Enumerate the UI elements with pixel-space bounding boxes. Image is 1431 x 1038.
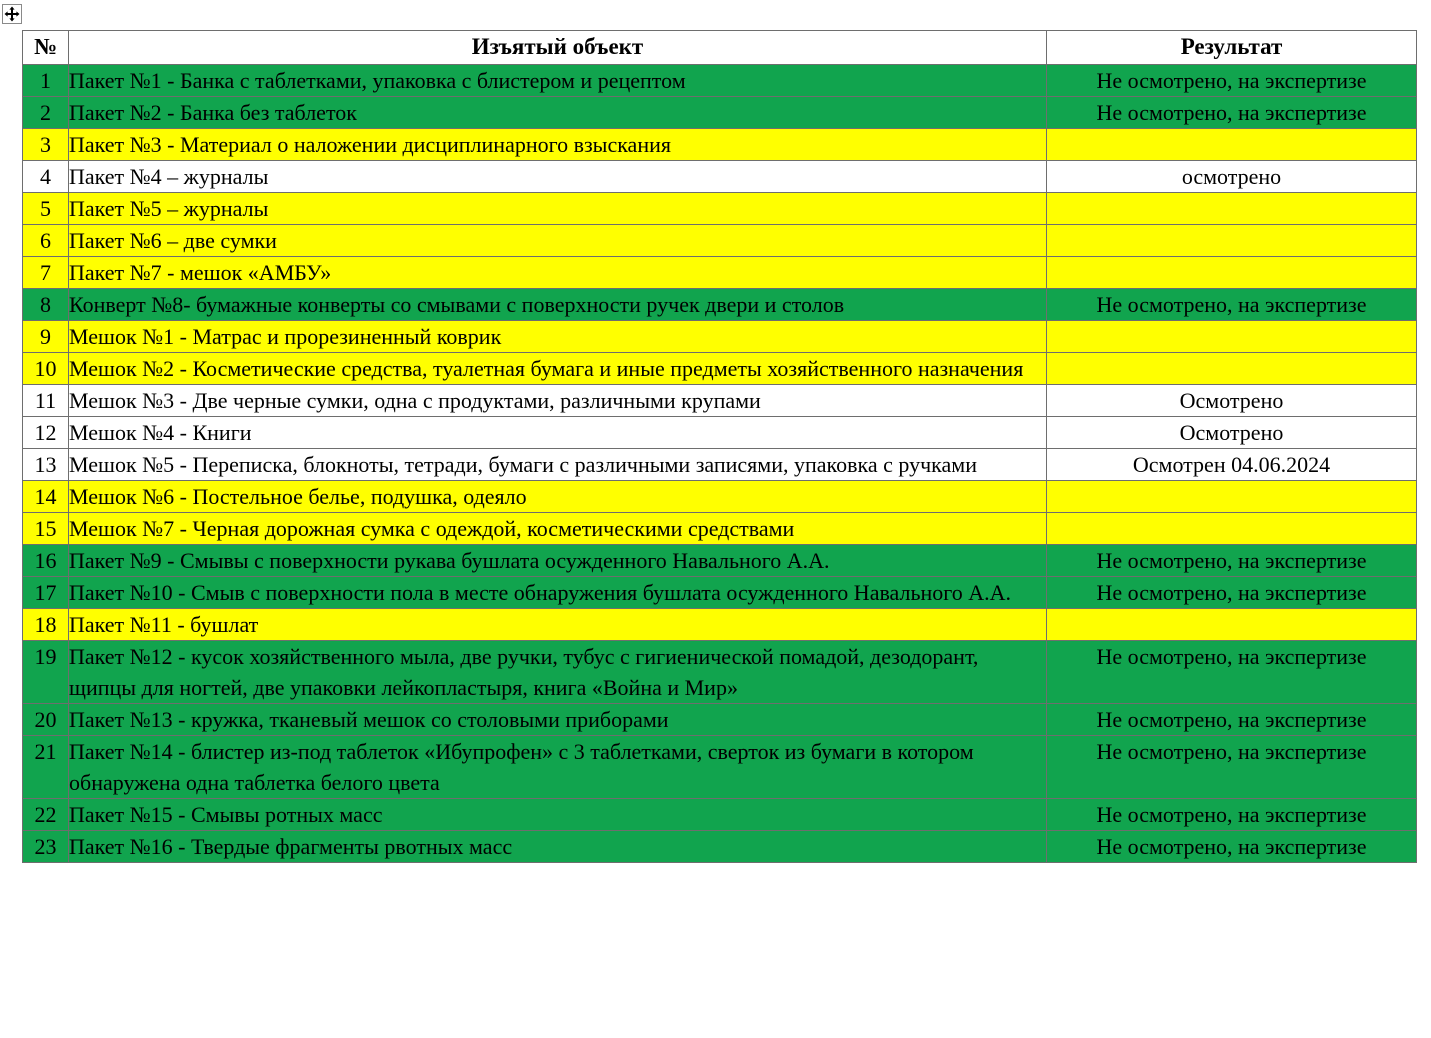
seized-object-cell: Пакет №10 - Смыв с поверхности пола в месте обнаружения бушлата осужденного Навального А.А. bbox=[69, 577, 1047, 609]
seized-object-cell: Мешок №7 - Черная дорожная сумка с одеждой, косметическими средствами bbox=[69, 513, 1047, 545]
seized-object-cell: Пакет №9 - Смывы с поверхности рукава бушлата осужденного Навального А.А. bbox=[69, 545, 1047, 577]
row-number-cell: 4 bbox=[23, 161, 69, 193]
row-number-cell: 1 bbox=[23, 65, 69, 97]
seized-object-cell: Пакет №11 - бушлат bbox=[69, 609, 1047, 641]
table-move-handle[interactable] bbox=[2, 4, 22, 24]
table-row bbox=[23, 449, 1417, 481]
result-cell: Не осмотрено, на экспертизе bbox=[1047, 577, 1417, 609]
table-row bbox=[23, 831, 1417, 863]
row-number-cell: 16 bbox=[23, 545, 69, 577]
result-cell: Не осмотрено, на экспертизе bbox=[1047, 704, 1417, 736]
table-row bbox=[23, 513, 1417, 545]
row-number-cell: 20 bbox=[23, 704, 69, 736]
column-header-number: № bbox=[23, 31, 69, 65]
result-cell bbox=[1047, 225, 1417, 257]
table-header-row bbox=[23, 31, 1417, 65]
table-row bbox=[23, 417, 1417, 449]
result-cell bbox=[1047, 609, 1417, 641]
row-number-cell: 13 bbox=[23, 449, 69, 481]
table-row bbox=[23, 97, 1417, 129]
row-number-cell: 2 bbox=[23, 97, 69, 129]
table-row bbox=[23, 704, 1417, 736]
row-number-cell: 19 bbox=[23, 641, 69, 704]
row-number-cell: 12 bbox=[23, 417, 69, 449]
result-cell: Осмотрено bbox=[1047, 385, 1417, 417]
row-number-cell: 22 bbox=[23, 799, 69, 831]
result-cell bbox=[1047, 193, 1417, 225]
result-cell: осмотрено bbox=[1047, 161, 1417, 193]
table-row bbox=[23, 225, 1417, 257]
row-number-cell: 5 bbox=[23, 193, 69, 225]
row-number-cell: 8 bbox=[23, 289, 69, 321]
result-cell: Не осмотрено, на экспертизе bbox=[1047, 289, 1417, 321]
table-row bbox=[23, 321, 1417, 353]
result-cell bbox=[1047, 353, 1417, 385]
row-number-cell: 11 bbox=[23, 385, 69, 417]
seized-object-cell: Пакет №4 – журналы bbox=[69, 161, 1047, 193]
seized-object-cell: Мешок №2 - Косметические средства, туалетная бумага и иные предметы хозяйственного назначения bbox=[69, 353, 1047, 385]
move-cross-icon bbox=[3, 5, 21, 23]
table-body bbox=[23, 65, 1417, 863]
table-row bbox=[23, 641, 1417, 704]
table-row bbox=[23, 289, 1417, 321]
seized-object-cell: Пакет №5 – журналы bbox=[69, 193, 1047, 225]
seized-object-cell: Мешок №5 - Переписка, блокноты, тетради, бумаги с различными записями, упаковка с ручками bbox=[69, 449, 1047, 481]
seized-object-cell: Пакет №7 - мешок «АМБУ» bbox=[69, 257, 1047, 289]
row-number-cell: 18 bbox=[23, 609, 69, 641]
row-number-cell: 14 bbox=[23, 481, 69, 513]
seized-object-cell: Мешок №3 - Две черные сумки, одна с продуктами, различными крупами bbox=[69, 385, 1047, 417]
seized-object-cell: Пакет №2 - Банка без таблеток bbox=[69, 97, 1047, 129]
column-header-result: Результат bbox=[1047, 31, 1417, 65]
row-number-cell: 6 bbox=[23, 225, 69, 257]
seized-object-cell: Пакет №16 - Твердые фрагменты рвотных масс bbox=[69, 831, 1047, 863]
row-number-cell: 17 bbox=[23, 577, 69, 609]
seized-items-table-container bbox=[22, 30, 1416, 863]
column-header-object: Изъятый объект bbox=[69, 31, 1047, 65]
table-row bbox=[23, 799, 1417, 831]
result-cell: Не осмотрено, на экспертизе bbox=[1047, 799, 1417, 831]
seized-object-cell: Пакет №15 - Смывы ротных масс bbox=[69, 799, 1047, 831]
result-cell: Не осмотрено, на экспертизе bbox=[1047, 736, 1417, 799]
table-row bbox=[23, 193, 1417, 225]
result-cell bbox=[1047, 321, 1417, 353]
row-number-cell: 21 bbox=[23, 736, 69, 799]
row-number-cell: 7 bbox=[23, 257, 69, 289]
seized-object-cell: Пакет №1 - Банка с таблетками, упаковка с блистером и рецептом bbox=[69, 65, 1047, 97]
result-cell bbox=[1047, 481, 1417, 513]
row-number-cell: 10 bbox=[23, 353, 69, 385]
row-number-cell: 15 bbox=[23, 513, 69, 545]
table-row bbox=[23, 385, 1417, 417]
table-row bbox=[23, 609, 1417, 641]
seized-object-cell: Мешок №1 - Матрас и прорезиненный коврик bbox=[69, 321, 1047, 353]
table-row bbox=[23, 161, 1417, 193]
seized-object-cell: Пакет №13 - кружка, тканевый мешок со столовыми приборами bbox=[69, 704, 1047, 736]
table-row bbox=[23, 577, 1417, 609]
table-row bbox=[23, 481, 1417, 513]
seized-object-cell: Пакет №12 - кусок хозяйственного мыла, две ручки, тубус с гигиенической помадой, дезодорант, щипцы для ногтей, две упаковки лейкопластыря, книга «Война и Мир» bbox=[69, 641, 1047, 704]
result-cell bbox=[1047, 513, 1417, 545]
result-cell: Не осмотрено, на экспертизе bbox=[1047, 545, 1417, 577]
row-number-cell: 9 bbox=[23, 321, 69, 353]
seized-object-cell: Пакет №6 – две сумки bbox=[69, 225, 1047, 257]
table-row bbox=[23, 736, 1417, 799]
table-row bbox=[23, 545, 1417, 577]
seized-object-cell: Пакет №14 - блистер из-под таблеток «Ибупрофен» с 3 таблетками, сверток из бумаги в котором обнаружена одна таблетка белого цвета bbox=[69, 736, 1047, 799]
table-row bbox=[23, 129, 1417, 161]
result-cell: Не осмотрено, на экспертизе bbox=[1047, 65, 1417, 97]
result-cell: Не осмотрено, на экспертизе bbox=[1047, 97, 1417, 129]
table-row bbox=[23, 257, 1417, 289]
row-number-cell: 23 bbox=[23, 831, 69, 863]
seized-object-cell: Мешок №6 - Постельное белье, подушка, одеяло bbox=[69, 481, 1047, 513]
result-cell bbox=[1047, 257, 1417, 289]
seized-object-cell: Мешок №4 - Книги bbox=[69, 417, 1047, 449]
result-cell: Осмотрено bbox=[1047, 417, 1417, 449]
seized-items-table bbox=[22, 30, 1417, 863]
seized-object-cell: Конверт №8- бумажные конверты со смывами с поверхности ручек двери и столов bbox=[69, 289, 1047, 321]
result-cell bbox=[1047, 129, 1417, 161]
seized-object-cell: Пакет №3 - Материал о наложении дисциплинарного взыскания bbox=[69, 129, 1047, 161]
result-cell: Не осмотрено, на экспертизе bbox=[1047, 641, 1417, 704]
result-cell: Осмотрен 04.06.2024 bbox=[1047, 449, 1417, 481]
row-number-cell: 3 bbox=[23, 129, 69, 161]
table-row bbox=[23, 65, 1417, 97]
table-row bbox=[23, 353, 1417, 385]
result-cell: Не осмотрено, на экспертизе bbox=[1047, 831, 1417, 863]
